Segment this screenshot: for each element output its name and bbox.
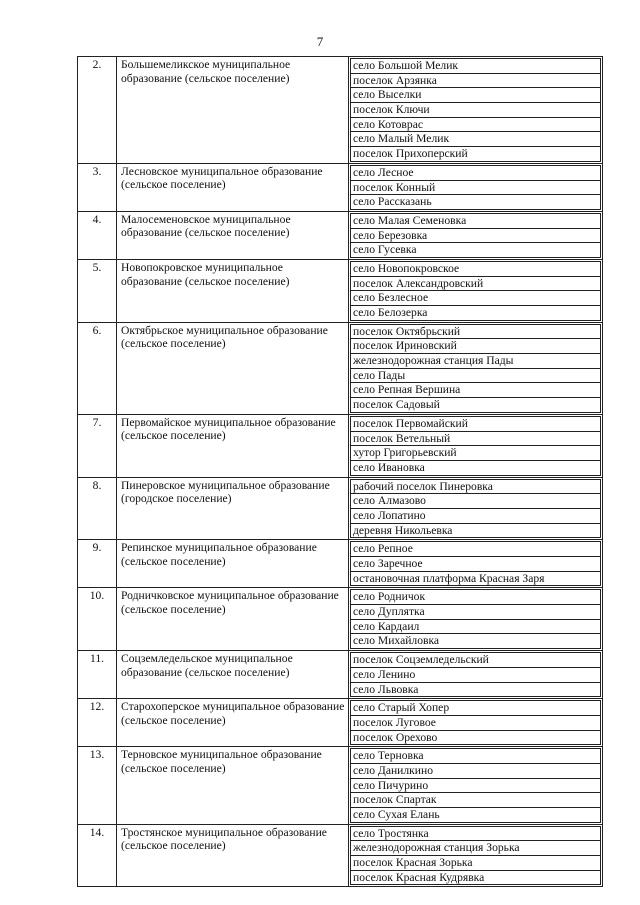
settlement-list xyxy=(349,57,603,164)
row-number: 13. xyxy=(78,747,117,824)
table-row xyxy=(78,57,603,164)
settlement-item: село Львовка xyxy=(350,682,601,698)
settlement-item: поселок Орехово xyxy=(350,730,601,746)
row-number: 2. xyxy=(78,57,117,164)
settlement-list xyxy=(349,477,603,540)
settlement-item: село Терновка xyxy=(350,748,601,764)
settlement-item: село Родничок xyxy=(350,589,601,605)
settlement-item: село Заречное xyxy=(350,556,601,572)
table-row xyxy=(78,163,603,211)
page-number: 7 xyxy=(316,34,324,49)
settlement-item: село Репная Вершина xyxy=(350,382,601,398)
municipality-name: Старохоперское муниципальное образование (сельское поселение) xyxy=(117,699,349,747)
table-body xyxy=(78,57,603,887)
municipality-name: Репинское муниципальное образование (сельское поселение) xyxy=(117,540,349,588)
table-row xyxy=(78,588,603,651)
settlement-item: село Выселки xyxy=(350,87,601,103)
settlement-item: поселок Конный xyxy=(350,180,601,196)
settlement-item: село Лопатино xyxy=(350,508,601,524)
table-row xyxy=(78,211,603,259)
settlement-item: село Данилкино xyxy=(350,763,601,779)
settlement-item: село Гусевка xyxy=(350,242,601,258)
settlement-item: село Лесное xyxy=(350,165,601,181)
row-number: 7. xyxy=(78,414,117,477)
row-number: 11. xyxy=(78,651,117,699)
settlement-item: поселок Красная Зорька xyxy=(350,855,601,871)
table-row xyxy=(78,259,603,322)
settlement-item: село Безлесное xyxy=(350,290,601,306)
table-row xyxy=(78,824,603,887)
settlement-item: село Михайловка xyxy=(350,633,601,649)
settlement-list xyxy=(349,322,603,414)
settlement-item: поселок Октябрьский xyxy=(350,324,601,340)
settlement-item: рабочий поселок Пинеровка xyxy=(350,479,601,495)
settlement-item: поселок Александровский xyxy=(350,276,601,292)
settlement-list xyxy=(349,259,603,322)
municipality-name: Терновское муниципальное образование (сельское поселение) xyxy=(117,747,349,824)
municipality-name: Первомайское муниципальное образование (сельское поселение) xyxy=(117,414,349,477)
settlement-item: село Пады xyxy=(350,368,601,384)
settlement-list xyxy=(349,163,603,211)
table-row xyxy=(78,414,603,477)
settlement-item: поселок Садовый xyxy=(350,397,601,413)
settlement-item: остановочная платформа Красная Заря xyxy=(350,571,601,587)
settlement-item: село Малая Семеновка xyxy=(350,213,601,229)
table-row xyxy=(78,477,603,540)
settlement-item: деревня Никольевка xyxy=(350,523,601,539)
settlement-item: село Старый Хопер xyxy=(350,700,601,716)
settlement-item: село Рассказань xyxy=(350,194,601,210)
settlement-item: железнодорожная станция Пады xyxy=(350,353,601,369)
settlement-list xyxy=(349,824,603,887)
settlement-item: поселок Ириновский xyxy=(350,338,601,354)
row-number: 10. xyxy=(78,588,117,651)
table-row xyxy=(78,651,603,699)
municipality-name: Большемеликское муниципальное образование (сельское поселение) xyxy=(117,57,349,164)
settlement-item: село Большой Мелик xyxy=(350,58,601,74)
settlement-item: село Тростянка xyxy=(350,826,601,842)
row-number: 12. xyxy=(78,699,117,747)
municipality-name: Родничковское муниципальное образование (сельское поселение) xyxy=(117,588,349,651)
row-number: 8. xyxy=(78,477,117,540)
settlement-item: хутор Григорьевский xyxy=(350,445,601,461)
settlement-item: село Березовка xyxy=(350,228,601,244)
settlement-item: поселок Спартак xyxy=(350,792,601,808)
row-number: 3. xyxy=(78,163,117,211)
municipality-name: Пинеровское муниципальное образование (городское поселение) xyxy=(117,477,349,540)
municipality-name: Новопокровское муниципальное образование (сельское поселение) xyxy=(117,259,349,322)
settlement-item: село Малый Мелик xyxy=(350,131,601,147)
settlement-item: село Репное xyxy=(350,541,601,557)
row-number: 14. xyxy=(78,824,117,887)
settlement-list xyxy=(349,747,603,824)
settlement-item: поселок Луговое xyxy=(350,715,601,731)
settlement-item: село Котоврас xyxy=(350,117,601,133)
municipality-name: Соцземледельское муниципальное образование (сельское поселение) xyxy=(117,651,349,699)
settlement-item: село Новопокровское xyxy=(350,261,601,277)
table-row xyxy=(78,747,603,824)
settlement-list xyxy=(349,540,603,588)
settlement-item: село Ивановка xyxy=(350,460,601,476)
municipality-name: Октябрьское муниципальное образование (сельское поселение) xyxy=(117,322,349,414)
settlement-item: поселок Ветельный xyxy=(350,431,601,447)
settlement-item: поселок Красная Кудрявка xyxy=(350,870,601,886)
municipality-name: Тростянское муниципальное образование (сельское поселение) xyxy=(117,824,349,887)
settlement-item: село Белозерка xyxy=(350,305,601,321)
settlement-item: село Пичурино xyxy=(350,778,601,794)
row-number: 9. xyxy=(78,540,117,588)
settlement-item: поселок Ключи xyxy=(350,102,601,118)
table-row xyxy=(78,699,603,747)
settlement-item: железнодорожная станция Зорька xyxy=(350,840,601,856)
row-number: 6. xyxy=(78,322,117,414)
settlement-item: село Ленино xyxy=(350,667,601,683)
row-number: 5. xyxy=(78,259,117,322)
settlement-item: село Алмазово xyxy=(350,493,601,509)
settlement-item: поселок Соцземледельский xyxy=(350,652,601,668)
settlement-item: село Кардаил xyxy=(350,619,601,635)
settlement-list xyxy=(349,699,603,747)
settlement-list xyxy=(349,588,603,651)
table-row xyxy=(78,322,603,414)
settlement-list xyxy=(349,211,603,259)
table-row xyxy=(78,540,603,588)
settlement-list xyxy=(349,651,603,699)
municipality-name: Малосеменовское муниципальное образование (сельское поселение) xyxy=(117,211,349,259)
municipality-name: Лесновское муниципальное образование (сельское поселение) xyxy=(117,163,349,211)
row-number: 4. xyxy=(78,211,117,259)
settlement-item: поселок Прихоперский xyxy=(350,146,601,162)
settlement-item: поселок Первомайский xyxy=(350,416,601,432)
settlement-item: поселок Арзянка xyxy=(350,73,601,89)
settlement-list xyxy=(349,414,603,477)
settlement-item: село Сухая Елань xyxy=(350,807,601,823)
settlement-item: село Дуплятка xyxy=(350,604,601,620)
municipal-table xyxy=(77,56,603,887)
